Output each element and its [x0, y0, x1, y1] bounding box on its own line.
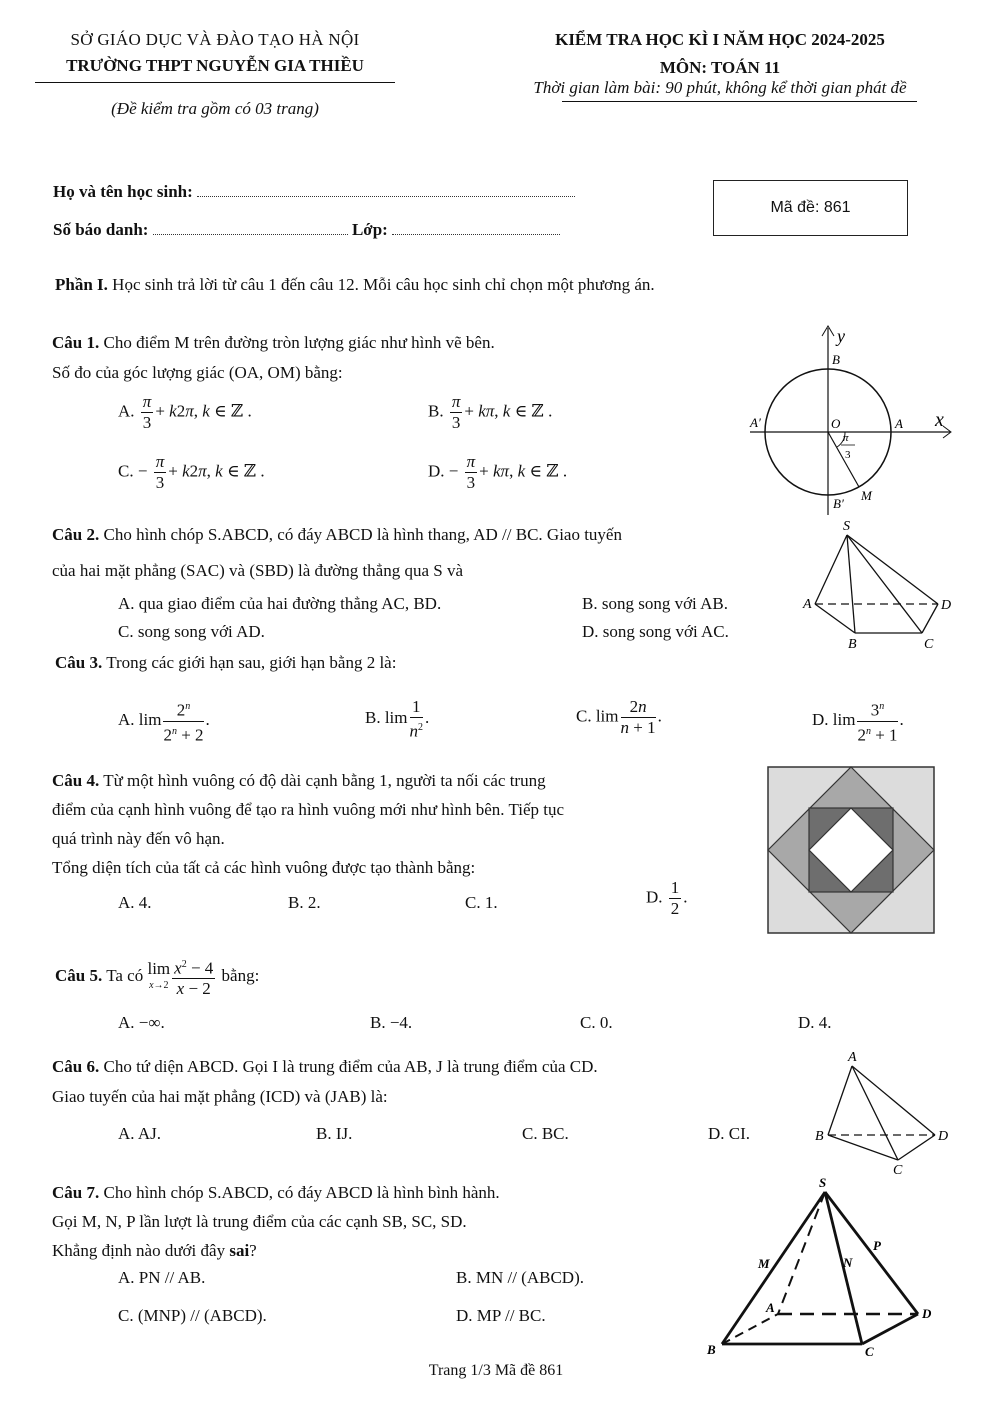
svg-text:M: M [758, 1256, 770, 1271]
student-name-label: Họ và tên học sinh: [53, 182, 193, 201]
q1-option-c[interactable]: C. − $\frac{\pi}{3}$ + k2π, k ∈ ℤ . [118, 452, 265, 492]
student-id-row [53, 220, 560, 240]
question-3 [55, 648, 396, 678]
q1-option-b[interactable]: B. $\frac{\pi}{3}$ + kπ, k ∈ ℤ . [428, 392, 553, 432]
q6-option-d[interactable]: D. CI. [708, 1124, 751, 1143]
q7-option-c[interactable]: C. (MNP) // (ABCD). [118, 1306, 267, 1325]
q4-option-d[interactable]: D. $\frac{1}{2}$ . [646, 878, 688, 918]
q7-text2: Gọi M, N, P lần lượt là trung điểm của các cạnh SB, SC, SD. [52, 1212, 467, 1231]
exam-code: Mã đề: 861 [770, 199, 851, 216]
q6-label: Câu 6. [52, 1057, 100, 1076]
student-name-row [53, 182, 575, 202]
q2-option-c[interactable]: C. song song với AD. [118, 622, 265, 641]
q5-pre: Ta có [106, 966, 144, 985]
q3-option-a[interactable]: A. lim $\frac{2^n}{2^n + 2}$ . [118, 697, 210, 745]
q6-option-c[interactable]: C. BC. [522, 1124, 569, 1143]
svg-text:N: N [843, 1255, 853, 1270]
q4-option-a[interactable]: A. 4. [118, 893, 152, 912]
class-label: Lớp: [351, 220, 388, 239]
svg-text:3: 3 [845, 449, 851, 461]
q1-unit-circle-figure [745, 320, 960, 520]
question-2 [52, 520, 622, 550]
svg-text:B: B [848, 637, 857, 650]
q7-option-b[interactable]: B. MN // (ABCD). [456, 1268, 584, 1287]
svg-text:B: B [707, 1342, 716, 1357]
svg-text:A′: A′ [750, 415, 761, 430]
q2-text2: của hai mặt phẳng (SAC) và (SBD) là đường thẳng qua S và [52, 561, 464, 580]
q2-option-d[interactable]: D. song song với AC. [582, 622, 729, 641]
q5-option-a[interactable]: A. −∞. [118, 1013, 165, 1032]
question-5: Câu 5. Ta có lim x→2 $\frac{x^2 - 4}{x - 2}$ bằng: [55, 952, 259, 1000]
q3-text: Trong các giới hạn sau, giới hạn bằng 2 là: [106, 653, 397, 672]
q7-option-a[interactable]: A. PN // AB. [118, 1268, 206, 1287]
page-footer: Trang 1/3 Mã đề 861 [428, 1362, 564, 1379]
part1-label: Phần I. [55, 275, 108, 294]
exam-code-box [713, 180, 908, 236]
q1-option-a[interactable]: A. $\frac{\pi}{3}$ + k2π, k ∈ ℤ . [118, 392, 252, 432]
q2-text1: Cho hình chóp S.ABCD, có đáy ABCD là hình thang, AD // BC. Giao tuyến [103, 525, 622, 544]
question-1 [52, 328, 495, 388]
school-name: TRƯỜNG THPT NGUYỄN GIA THIỀU [66, 56, 364, 75]
header-underline-right [562, 101, 917, 102]
header-left [20, 30, 410, 119]
q6-option-a[interactable]: A. AJ. [118, 1124, 161, 1143]
q5-post: bằng: [221, 966, 260, 985]
q2-pyramid-figure [800, 515, 965, 650]
q6-tetrahedron-figure [810, 1048, 960, 1176]
q4-text2: điểm của cạnh hình vuông để tạo ra hình vuông mới như hình bên. Tiếp tục [52, 800, 565, 819]
header-right [470, 30, 970, 102]
q1-label: Câu 1. [52, 333, 100, 352]
svg-text:D: D [938, 1129, 949, 1144]
pages-note: (Đề kiểm tra gồm có 03 trang) [111, 99, 319, 118]
part1-instruction [55, 270, 655, 300]
class-field[interactable] [392, 220, 560, 235]
q4-text4: Tổng diện tích của tất cả các hình vuông được tạo thành bằng: [52, 858, 476, 877]
question-6 [52, 1052, 598, 1112]
student-name-field[interactable] [197, 182, 575, 197]
header-underline [35, 82, 395, 83]
svg-text:C: C [865, 1344, 874, 1359]
q6-option-b[interactable]: B. IJ. [316, 1124, 353, 1143]
q2-label: Câu 2. [52, 525, 100, 544]
svg-text:C: C [924, 637, 934, 650]
svg-text:A: A [803, 597, 812, 612]
svg-text:B: B [815, 1129, 824, 1144]
q7-text3b: sai [229, 1241, 250, 1260]
svg-text:D: D [922, 1306, 932, 1321]
svg-text:S: S [819, 1175, 827, 1190]
q7-pyramid-figure [700, 1172, 945, 1362]
q6-text1: Cho tứ diện ABCD. Gọi I là trung điểm của AB, J là trung điểm của CD. [103, 1057, 598, 1076]
svg-text:π: π [843, 432, 849, 444]
question-4 [52, 766, 722, 882]
q3-option-c[interactable]: C. lim $\frac{2n}{n + 1}$ . [576, 697, 662, 737]
svg-text:M: M [861, 488, 872, 503]
q7-option-d[interactable]: D. MP // BC. [456, 1306, 546, 1325]
time-note: Thời gian làm bài: 90 phút, không kể thời gian phát đề [533, 78, 907, 97]
q5-option-d[interactable]: D. 4. [798, 1013, 832, 1032]
q6-text2: Giao tuyến của hai mặt phẳng (ICD) và (JAB) là: [52, 1087, 388, 1106]
q4-option-b[interactable]: B. 2. [288, 893, 321, 912]
q5-label: Câu 5. [55, 966, 103, 985]
q1-text1: Cho điểm M trên đường tròn lượng giác như hình vẽ bên. [103, 333, 495, 352]
label-x: x [935, 409, 944, 431]
svg-text:O: O [831, 416, 841, 431]
q2-option-b[interactable]: B. song song với AB. [582, 594, 728, 613]
q3-label: Câu 3. [55, 653, 103, 672]
q4-label: Câu 4. [52, 771, 100, 790]
student-id-field[interactable] [153, 220, 348, 235]
svg-text:A: A [848, 1050, 857, 1065]
q5-option-c[interactable]: C. 0. [580, 1013, 613, 1032]
svg-text:C: C [893, 1163, 903, 1176]
q1-option-d[interactable]: D. − $\frac{\pi}{3}$ + kπ, k ∈ ℤ . [428, 452, 568, 492]
q4-text1: Từ một hình vuông có độ dài cạnh bằng 1, người ta nối các trung [103, 771, 546, 790]
part1-text: Học sinh trả lời từ câu 1 đến câu 12. Mỗi câu học sinh chỉ chọn một phương án. [112, 275, 655, 294]
q5-option-b[interactable]: B. −4. [370, 1013, 413, 1032]
q4-nested-squares-figure [767, 766, 935, 934]
subject: MÔN: TOÁN 11 [659, 58, 781, 77]
q3-option-b[interactable]: B. lim $\frac{1}{n^2}$ . [365, 697, 430, 741]
q1-text2: Số đo của góc lượng giác (OA, OM) bằng: [52, 363, 343, 382]
q7-text1: Cho hình chóp S.ABCD, có đáy ABCD là hình bình hành. [103, 1183, 500, 1202]
svg-text:D: D [941, 598, 952, 613]
exam-title: KIỂM TRA HỌC KÌ I NĂM HỌC 2024-2025 [555, 30, 885, 49]
q7-text3a: Khẳng định nào dưới đây [52, 1241, 226, 1260]
svg-text:B′: B′ [833, 496, 844, 511]
svg-text:A: A [895, 416, 903, 431]
q5-lim: lim x→2 [147, 958, 171, 991]
q3-option-d[interactable]: D. lim $\frac{3^n}{2^n + 1}$ . [812, 697, 904, 745]
q2-option-a[interactable]: A. qua giao điểm của hai đường thẳng AC, BD. [118, 594, 442, 613]
student-id-label: Số báo danh: [53, 220, 149, 239]
q4-text3: quá trình này đến vô hạn. [52, 829, 225, 848]
svg-text:S: S [843, 519, 850, 534]
question-7: Câu 7. Cho hình chóp S.ABCD, có đáy ABCD là hình bình hành. Gọi M, N, P lần lượt là trung điểm của các cạnh SB, SC, SD. Khẳng định nào dưới đây sai? [52, 1183, 500, 1260]
svg-text:A: A [766, 1300, 775, 1315]
label-y: y [837, 326, 845, 346]
q4-option-c[interactable]: C. 1. [465, 893, 498, 912]
q7-label: Câu 7. [52, 1183, 100, 1202]
svg-text:P: P [873, 1238, 881, 1253]
svg-text:B: B [832, 352, 840, 367]
department-name: SỞ GIÁO DỤC VÀ ĐÀO TẠO HÀ NỘI [70, 30, 360, 49]
